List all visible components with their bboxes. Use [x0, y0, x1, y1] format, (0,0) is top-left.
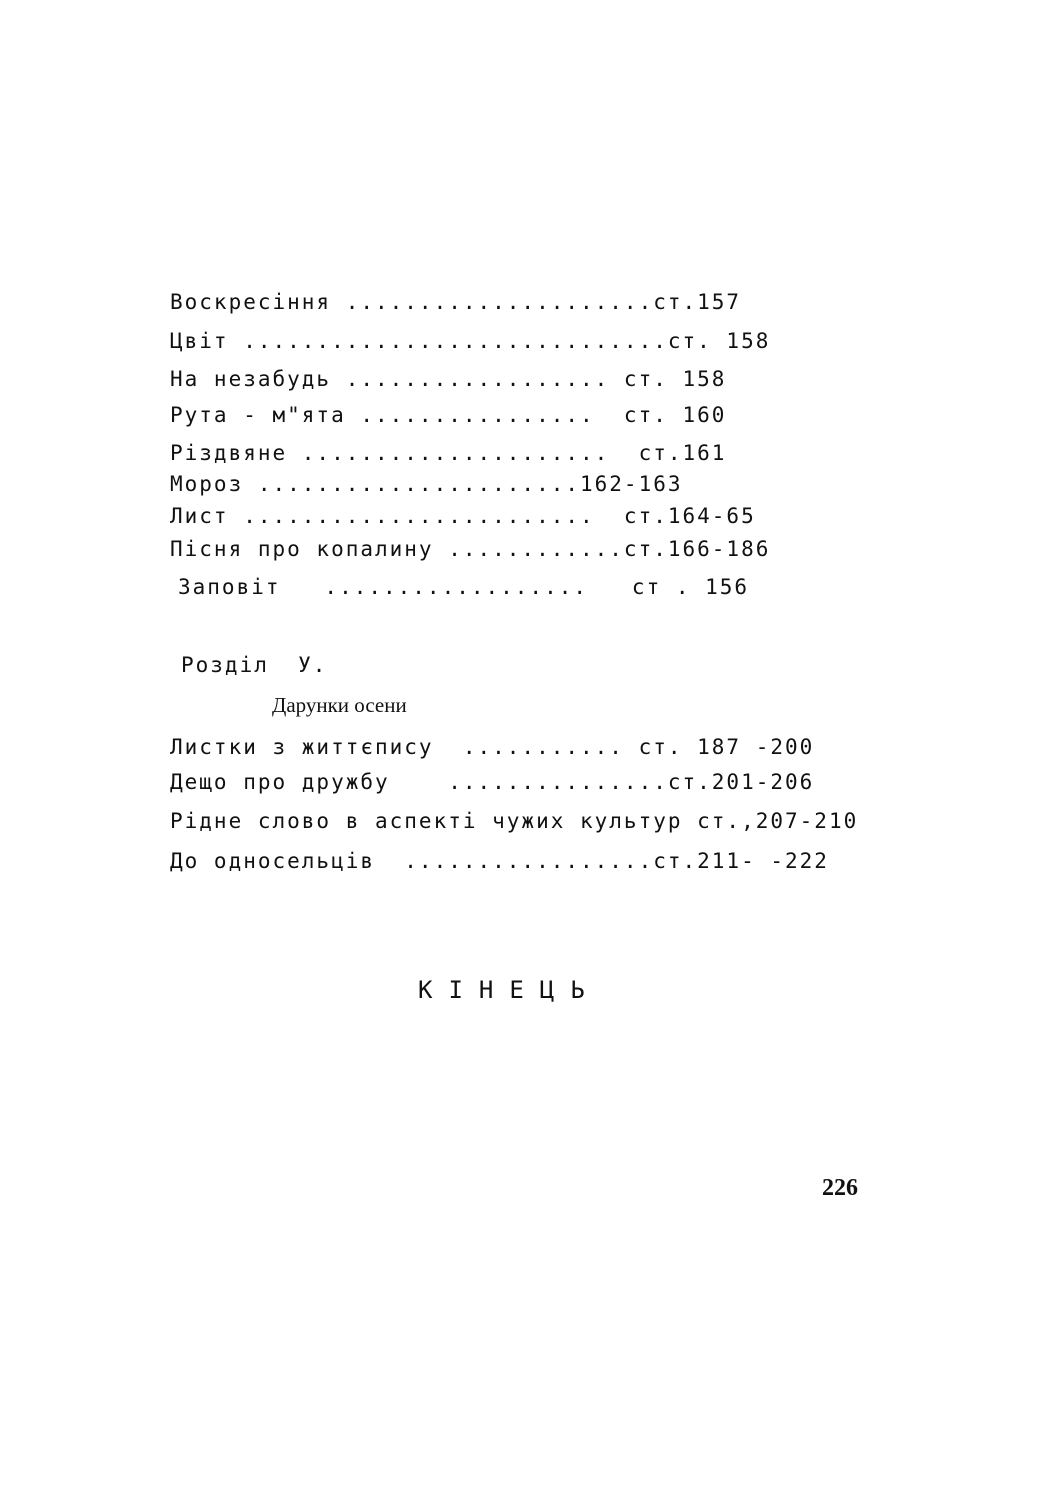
toc-entry-zapovit: Заповіт .................. ст . 156	[178, 575, 750, 599]
toc-entry-rizdviane: Різдвяне ..................... ст.161	[170, 441, 727, 465]
toc-entry-ruta-miata: Рута - м"ята ................ ст. 160	[170, 403, 727, 427]
toc-entry-lystky-z-zhyttiepysu: Листки з життєпису ........... ст. 187 -200	[170, 735, 815, 759]
toc-entry-lyst: Лист ........................ ст.164-65	[170, 504, 756, 528]
ending-word: КІНЕЦЬ	[418, 976, 601, 1004]
toc-entry-voskresinnia: Воскресіння .....................ст.157	[170, 290, 742, 314]
toc-entry-pisnia-pro-kopalynu: Пісня про копалину ............ст.166-186	[170, 537, 771, 561]
toc-entry-deshcho-pro-druzhbu: Дещо про дружбу ...............ст.201-206	[170, 770, 815, 794]
toc-entry-moroz: Мороз ......................162-163	[170, 472, 683, 496]
toc-entry-do-odnoseltsiv: До односельців .................ст.211- -222	[170, 849, 829, 873]
toc-entry-tsvit: Цвіт .............................ст. 158	[170, 329, 771, 353]
page-number: 226	[822, 1175, 858, 1201]
toc-entry-ridne-slovo: Рідне слово в аспекті чужих культур ст.,207-210	[170, 809, 859, 833]
toc-entry-na-nezabud: На незабудь .................. ст. 158	[170, 367, 727, 391]
section-title: Дарунки осени	[272, 693, 407, 717]
section-label: Розділ У.	[181, 653, 328, 677]
